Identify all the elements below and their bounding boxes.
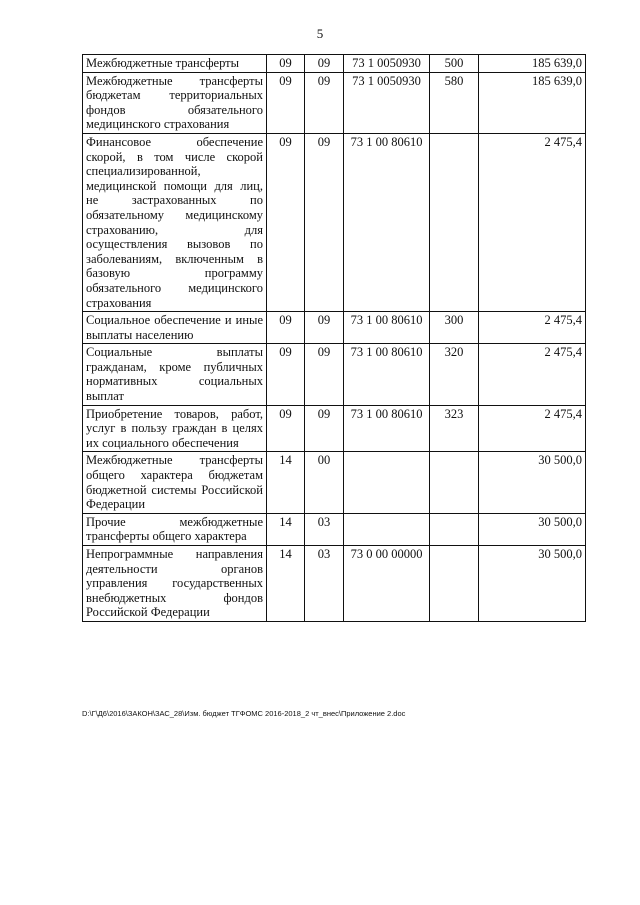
row-expense-type: 500: [430, 55, 479, 73]
row-target-article: 73 1 00 80610: [344, 344, 430, 405]
row-name: Прочие межбюджетные трансферты общего характера: [83, 513, 267, 545]
row-section: 09: [267, 405, 305, 452]
row-expense-type: 323: [430, 405, 479, 452]
row-section: 14: [267, 546, 305, 622]
row-amount: 2 475,4: [479, 312, 586, 344]
row-subsection: 09: [305, 312, 344, 344]
budget-table: [82, 54, 586, 622]
row-target-article: 73 1 00 80610: [344, 133, 430, 311]
row-target-article: 73 1 0050930: [344, 72, 430, 133]
table-row: [83, 546, 586, 622]
row-name: Социальное обеспечение и иные выплаты населению: [83, 312, 267, 344]
row-section: 09: [267, 72, 305, 133]
row-expense-type: 300: [430, 312, 479, 344]
row-name: Финансовое обеспечение скорой, в том числе скорой специализированной, медицинской помощи для лиц, не застрахованных по обязательному медицинскому страхованию, для осуществления вызовов по заболеваниям, включенным в базовую программу обязательного медицинского страхования: [83, 133, 267, 311]
row-amount: 30 500,0: [479, 452, 586, 513]
document-file-path: D:\Г\Д6\2016\ЗАКОН\ЗАС_28\Изм. бюджет ТГФОМС 2016-2018_2 чт_внес\Приложение 2.doc: [82, 709, 406, 718]
row-section: 14: [267, 513, 305, 545]
table-row: [83, 312, 586, 344]
row-expense-type: 580: [430, 72, 479, 133]
row-amount: 185 639,0: [479, 55, 586, 73]
table-row: [83, 405, 586, 452]
row-target-article: [344, 513, 430, 545]
row-name: Межбюджетные трансферты общего характера бюджетам бюджетной системы Российской Федерации: [83, 452, 267, 513]
row-subsection: 09: [305, 55, 344, 73]
row-expense-type: 320: [430, 344, 479, 405]
row-expense-type: [430, 452, 479, 513]
row-target-article: 73 1 00 80610: [344, 312, 430, 344]
row-expense-type: [430, 546, 479, 622]
row-name: Межбюджетные трансферты: [83, 55, 267, 73]
row-amount: 185 639,0: [479, 72, 586, 133]
table-row: [83, 55, 586, 73]
row-subsection: 03: [305, 546, 344, 622]
row-name: Социальные выплаты гражданам, кроме публичных нормативных социальных выплат: [83, 344, 267, 405]
row-subsection: 00: [305, 452, 344, 513]
table-row: [83, 133, 586, 311]
row-amount: 30 500,0: [479, 513, 586, 545]
page-number: 5: [316, 26, 324, 41]
table-row: [83, 72, 586, 133]
table-row: [83, 452, 586, 513]
row-target-article: 73 0 00 00000: [344, 546, 430, 622]
row-name: Непрограммные направления деятельности органов управления государственных внебюджетных фондов Российской Федерации: [83, 546, 267, 622]
row-subsection: 09: [305, 133, 344, 311]
row-subsection: 09: [305, 344, 344, 405]
row-expense-type: [430, 133, 479, 311]
table-row: [83, 344, 586, 405]
row-subsection: 03: [305, 513, 344, 545]
row-target-article: 73 1 00 80610: [344, 405, 430, 452]
row-target-article: [344, 452, 430, 513]
row-section: 09: [267, 133, 305, 311]
row-name: Приобретение товаров, работ, услуг в пользу граждан в целях их социального обеспечения: [83, 405, 267, 452]
row-amount: 30 500,0: [479, 546, 586, 622]
row-amount: 2 475,4: [479, 344, 586, 405]
row-name: Межбюджетные трансферты бюджетам территориальных фондов обязательного медицинского страхования: [83, 72, 267, 133]
row-amount: 2 475,4: [479, 405, 586, 452]
row-expense-type: [430, 513, 479, 545]
row-subsection: 09: [305, 72, 344, 133]
row-subsection: 09: [305, 405, 344, 452]
row-section: 14: [267, 452, 305, 513]
row-section: 09: [267, 55, 305, 73]
row-target-article: 73 1 0050930: [344, 55, 430, 73]
row-amount: 2 475,4: [479, 133, 586, 311]
table-row: [83, 513, 586, 545]
row-section: 09: [267, 344, 305, 405]
row-section: 09: [267, 312, 305, 344]
